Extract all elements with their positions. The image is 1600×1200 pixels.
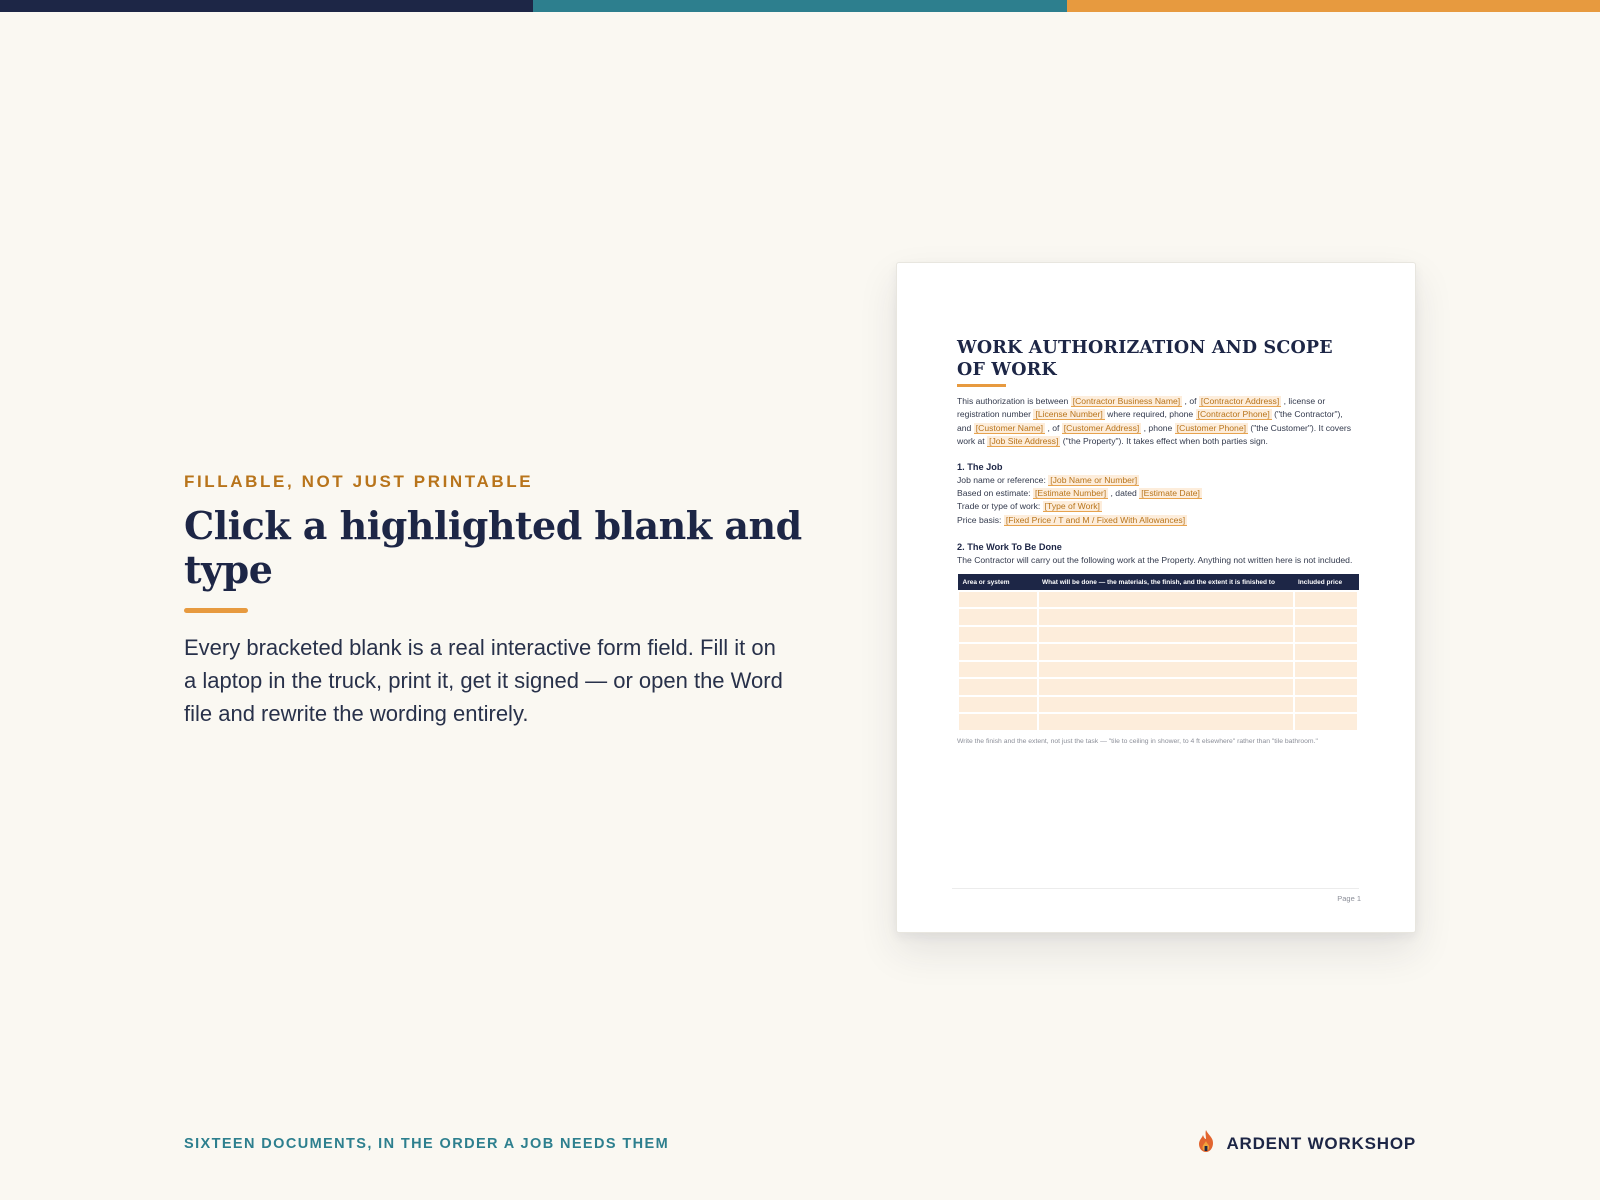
headline: Click a highlighted blank and type — [184, 503, 802, 592]
table-row — [958, 696, 1358, 714]
price-cell[interactable] — [1294, 661, 1358, 679]
area-cell[interactable] — [958, 643, 1038, 661]
job-name-field[interactable]: [Job Name or Number] — [1050, 474, 1138, 485]
trade-line — [957, 500, 1357, 513]
intro-text: ("the Property"). It takes effect when both parties sign. — [1060, 436, 1268, 447]
area-cell[interactable] — [958, 661, 1038, 679]
scope-table — [957, 574, 1359, 732]
estimate-line — [957, 487, 1357, 500]
intro-text: , of — [1182, 396, 1199, 406]
top-color-bar — [0, 0, 1600, 12]
brand-name: ARDENT WORKSHOP — [1226, 1133, 1416, 1153]
price-cell[interactable] — [1294, 626, 1358, 644]
column-header: What will be done — the materials, the finish, and the extent it is finished to — [1038, 575, 1294, 591]
color-bar-navy — [0, 0, 533, 12]
field-label: Job name or reference: — [957, 474, 1049, 485]
area-cell[interactable] — [958, 591, 1038, 609]
field-label: Price basis: — [957, 514, 1004, 525]
intro-text: , license or registration number — [957, 396, 1326, 420]
area-cell[interactable] — [958, 713, 1038, 731]
table-row — [958, 626, 1358, 644]
price-cell[interactable] — [1294, 608, 1358, 626]
table-note: Write the finish and the extent, not just the task — "tile to ceiling in shower, to 4 ft elsewhere" rather than "tile bathroom." — [957, 737, 1318, 745]
title-underline — [957, 384, 1006, 387]
estimate-number-field[interactable]: [Estimate Number] — [1034, 487, 1107, 498]
intro-text: ("the Customer"). It covers work at — [957, 422, 1352, 447]
work-intro-text: The Contractor will carry out the following work at the Property. Anything not written here is not included. — [957, 554, 1353, 565]
price-cell[interactable] — [1294, 678, 1358, 696]
color-bar-orange — [1067, 0, 1600, 12]
type-of-work-field[interactable]: [Type of Work] — [1044, 501, 1100, 512]
flame-icon — [1196, 1129, 1216, 1158]
work-cell[interactable] — [1038, 696, 1294, 714]
work-cell[interactable] — [1038, 608, 1294, 626]
page-number: Page 1 — [1337, 894, 1361, 903]
customer-name-field[interactable]: [Customer Name] — [975, 422, 1044, 433]
table-row — [958, 591, 1358, 609]
intro-text: , of — [1045, 422, 1062, 433]
intro-text: ("the Contractor"), and — [957, 409, 1343, 433]
price-cell[interactable] — [1294, 696, 1358, 714]
intro-text: , phone — [1141, 422, 1175, 433]
footer-tagline: SIXTEEN DOCUMENTS, IN THE ORDER A JOB NEEDS THEM — [184, 1136, 670, 1152]
price-basis-field[interactable]: [Fixed Price / T and M / Fixed With Allowances] — [1005, 514, 1186, 525]
contractor-name-field[interactable]: [Contractor Business Name] — [1072, 396, 1181, 406]
field-label: Trade or type of work: — [957, 501, 1043, 512]
column-header: Area or system — [958, 575, 1038, 591]
price-cell[interactable] — [1294, 643, 1358, 661]
table-row — [958, 608, 1358, 626]
brand-mark — [1196, 1129, 1416, 1158]
table-row — [958, 678, 1358, 696]
contractor-address-field[interactable]: [Contractor Address] — [1200, 396, 1280, 406]
work-cell[interactable] — [1038, 661, 1294, 679]
area-cell[interactable] — [958, 678, 1038, 696]
price-basis-line — [957, 514, 1357, 527]
area-cell[interactable] — [958, 696, 1038, 714]
intro-text: This authorization is between — [957, 396, 1071, 406]
table-header-row — [958, 575, 1358, 591]
work-cell[interactable] — [1038, 626, 1294, 644]
eyebrow: FILLABLE, NOT JUST PRINTABLE — [184, 472, 534, 491]
work-cell[interactable] — [1038, 678, 1294, 696]
document-preview — [896, 262, 1416, 933]
license-number-field[interactable]: [License Number] — [1035, 409, 1103, 420]
contractor-phone-field[interactable]: [Contractor Phone] — [1197, 409, 1270, 420]
price-cell[interactable] — [1294, 713, 1358, 731]
feature-copy — [184, 472, 804, 730]
intro-text: where required, phone — [1104, 409, 1196, 420]
intro-paragraph — [957, 395, 1357, 449]
column-header: Included price — [1294, 575, 1358, 591]
headline-underline — [184, 608, 248, 613]
work-cell[interactable] — [1038, 643, 1294, 661]
table-row — [958, 713, 1358, 731]
body-text: Every bracketed blank is a real interactive form field. Fill it on a laptop in the truck, print it, get it signed — or open the Word file and rewrite the wording entirely. — [184, 635, 783, 726]
estimate-date-field[interactable]: [Estimate Date] — [1141, 487, 1200, 498]
table-row — [958, 643, 1358, 661]
area-cell[interactable] — [958, 626, 1038, 644]
area-cell[interactable] — [958, 608, 1038, 626]
customer-phone-field[interactable]: [Customer Phone] — [1176, 422, 1246, 433]
field-label: Based on estimate: — [957, 487, 1033, 498]
job-line — [957, 474, 1357, 487]
table-row — [958, 661, 1358, 679]
color-bar-teal — [533, 0, 1066, 12]
customer-address-field[interactable]: [Customer Address] — [1063, 422, 1140, 433]
work-cell[interactable] — [1038, 591, 1294, 609]
work-cell[interactable] — [1038, 713, 1294, 731]
section-heading-work: 2. The Work To Be Done — [957, 541, 1062, 552]
page-footer-divider — [952, 888, 1359, 889]
document-title: WORK AUTHORIZATION AND SCOPE OF WORK — [957, 338, 1333, 380]
job-site-address-field[interactable]: [Job Site Address] — [989, 436, 1059, 447]
field-label: , dated — [1108, 487, 1140, 498]
section-heading-job: 1. The Job — [957, 461, 1003, 472]
price-cell[interactable] — [1294, 591, 1358, 609]
